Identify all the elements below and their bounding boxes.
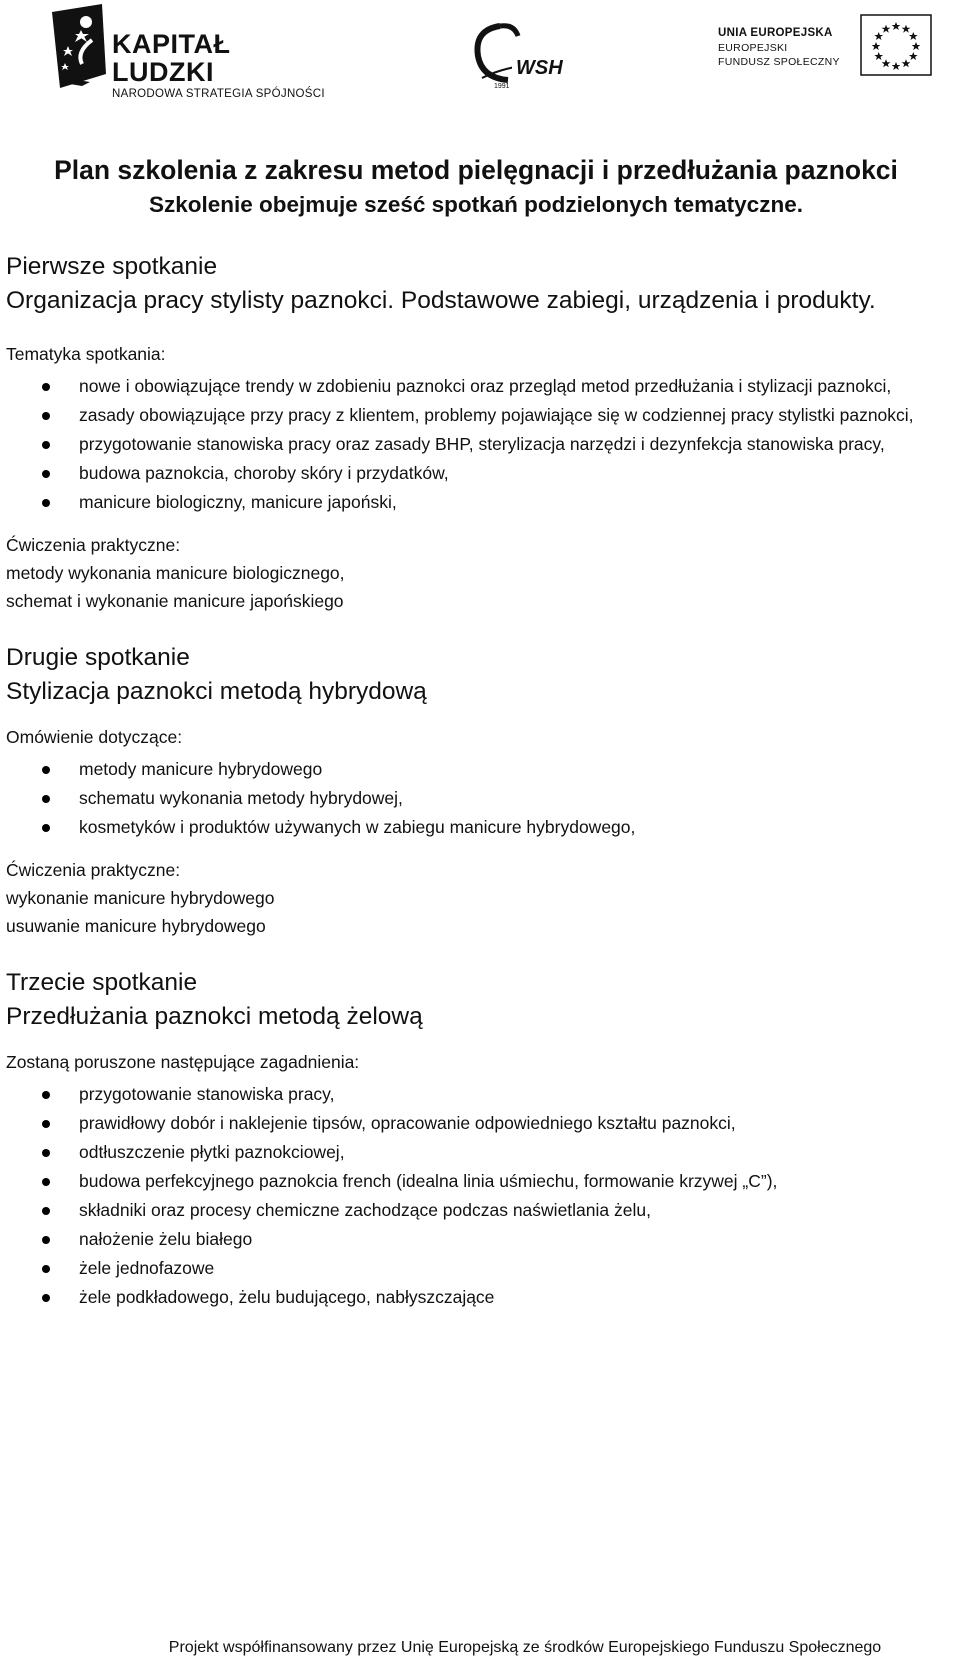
page-footer [0,1638,960,1658]
list-item [6,1196,946,1224]
list-item-text: metody manicure hybrydowego [79,759,323,779]
section-second-meeting [6,641,946,940]
list-item [6,755,946,783]
list-item-text: żele podkładowego, żelu budującego, nabłyszczające [79,1287,495,1307]
list-item-text: przygotowanie stanowiska pracy oraz zasady BHP, sterylizacja narzędzi i dezynfekcja stanowiska pracy, [79,434,885,454]
eu-logo-line3: FUNDUSZ SPOŁECZNY [718,56,840,68]
section-label: Trzecie spotkanie [6,969,198,996]
footer-text: Projekt współfinansowany przez Unię Europejską ze środków Europejskiego Funduszu Społecznego [168,1639,882,1656]
list-item [6,1254,946,1282]
practice-item: wykonanie manicure hybrydowego [6,888,275,908]
bullet-icon [42,412,50,420]
bullet-icon [42,1265,50,1273]
bullet-icon [42,470,50,478]
section-title: Przedłużania paznokci metodą żelową [6,1003,423,1030]
bullet-icon [42,766,50,774]
topic-list [6,1080,946,1311]
list-item [6,372,946,400]
list-item [6,784,946,812]
section-label: Pierwsze spotkanie [6,253,218,280]
topic-list [6,755,946,841]
list-item-text: odtłuszczenie płytki paznokciowej, [79,1142,345,1162]
list-item-text: nowe i obowiązujące trendy w zdobieniu paznokci oraz przegląd metod przedłużania i stylizacji paznokci, [79,376,892,396]
list-item [6,430,946,458]
list-item-text: przygotowanie stanowiska pracy, [79,1084,335,1104]
bullet-icon [42,1178,50,1186]
kapital-ludzki-title: KAPITAŁ LUDZKI [112,29,231,87]
kapital-ludzki-logo [42,4,332,100]
list-item [6,459,946,487]
list-item [6,1080,946,1108]
document-title: Plan szkolenia z zakresu metod pielęgnacji i przedłużania paznokci [54,155,898,185]
bullet-icon [42,1294,50,1302]
eu-logo-line2: EUROPEJSKI [718,42,788,54]
list-item [6,1109,946,1137]
document-body [6,152,946,1312]
wsh-logo-year: 1991 [494,83,510,90]
page-header [0,0,960,110]
list-item-text: schematu wykonania metody hybrydowej, [79,788,403,808]
section-title: Stylizacja paznokci metodą hybrydową [6,678,427,705]
list-item [6,1138,946,1166]
bullet-icon [42,824,50,832]
practice-item: usuwanie manicure hybrydowego [6,916,266,936]
kapital-ludzki-emblem-icon [42,4,112,94]
practice-label: Ćwiczenia praktyczne: [6,535,181,555]
eu-logo [718,14,933,82]
section-intro: Tematyka spotkania: [6,344,166,364]
eu-logo-line1: UNIA EUROPEJSKA [718,27,833,39]
list-item [6,488,946,516]
bullet-icon [42,795,50,803]
list-item-text: nałożenie żelu białego [79,1229,253,1249]
list-item [6,1167,946,1195]
list-item [6,1283,946,1311]
list-item-text: żele jednofazowe [79,1258,215,1278]
list-item-text: manicure biologiczny, manicure japoński, [79,492,397,512]
document-subtitle: Szkolenie obejmuje sześć spotkań podzielonych tematyczne. [149,192,803,217]
list-item-text: składniki oraz procesy chemiczne zachodzące podczas naświetlania żelu, [79,1200,651,1220]
section-title: Organizacja pracy stylisty paznokci. Podstawowe zabiegi, urządzenia i produkty. [6,287,876,314]
bullet-icon [42,1236,50,1244]
wsh-logo-text: WSH [516,57,563,79]
list-item-text: prawidłowy dobór i naklejenie tipsów, opracowanie odpowiedniego kształtu paznokci, [79,1113,736,1133]
kapital-ludzki-subtitle: NARODOWA STRATEGIA SPÓJNOŚCI [112,88,325,100]
bullet-icon [42,499,50,507]
practice-label: Ćwiczenia praktyczne: [6,860,181,880]
section-third-meeting [6,966,946,1311]
section-label: Drugie spotkanie [6,644,190,671]
list-item-text: zasady obowiązujące przy pracy z klientem, problemy pojawiające się w codziennej pracy stylistki paznokci, [79,405,914,425]
section-intro: Omówienie dotyczące: [6,727,183,747]
list-item [6,813,946,841]
practice-item: schemat i wykonanie manicure japońskiego [6,591,344,611]
bullet-icon [42,1091,50,1099]
bullet-icon [42,1149,50,1157]
bullet-icon [42,383,50,391]
eu-flag-icon [860,14,932,76]
list-item [6,401,946,429]
wsh-logo [470,18,588,94]
practice-item: metody wykonania manicure biologicznego, [6,563,345,583]
list-item [6,1225,946,1253]
list-item-text: kosmetyków i produktów używanych w zabiegu manicure hybrydowego, [79,817,636,837]
bullet-icon [42,441,50,449]
bullet-icon [42,1207,50,1215]
list-item-text: budowa perfekcyjnego paznokcia french (idealna linia uśmiechu, formowanie krzywej „C”), [79,1171,778,1191]
bullet-icon [42,1120,50,1128]
section-first-meeting [6,250,946,615]
topic-list [6,372,946,516]
section-intro: Zostaną poruszone następujące zagadnienia: [6,1052,360,1072]
list-item-text: budowa paznokcia, choroby skóry i przydatków, [79,463,449,483]
